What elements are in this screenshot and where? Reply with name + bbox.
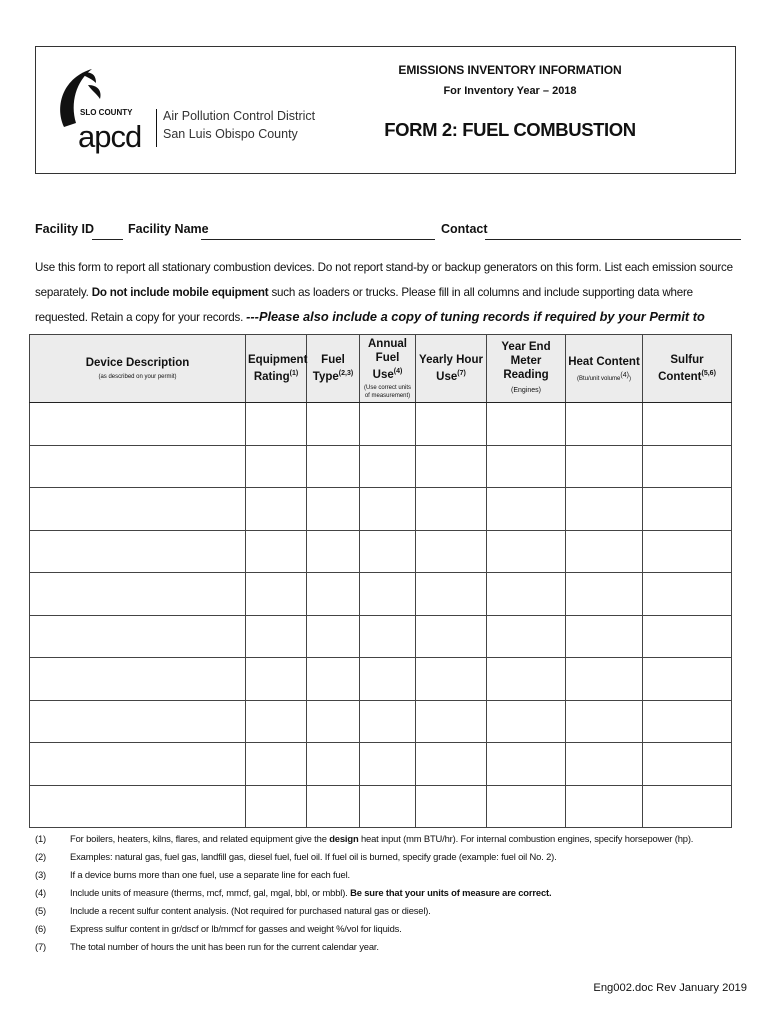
table-cell[interactable] bbox=[360, 615, 416, 658]
table-cell[interactable] bbox=[566, 785, 643, 828]
footnote-number: (4) bbox=[35, 887, 47, 898]
table-cell[interactable] bbox=[30, 743, 246, 786]
apcd-logo bbox=[52, 65, 316, 155]
table-cell[interactable] bbox=[643, 785, 732, 828]
table-cell[interactable] bbox=[643, 700, 732, 743]
instructions-text-1: Use this form to report all stationary combustion devices. Do not report stand-by or backup generators on this form. List each emission source separately. bbox=[35, 261, 733, 299]
table-cell[interactable] bbox=[307, 785, 360, 828]
footnote-text: Include units of measure (therms, mcf, mmcf, gal, mgal, bbl, or mbbl). Be sure that your units of measure are correct. bbox=[70, 887, 552, 898]
table-cell[interactable] bbox=[487, 403, 566, 446]
table-cell[interactable] bbox=[360, 700, 416, 743]
table-cell[interactable] bbox=[643, 658, 732, 701]
table-row bbox=[30, 403, 732, 446]
table-cell[interactable] bbox=[566, 615, 643, 658]
table-cell[interactable] bbox=[566, 743, 643, 786]
svg-text:SLO COUNTY: SLO COUNTY bbox=[80, 108, 133, 117]
table-cell[interactable] bbox=[487, 573, 566, 616]
table-cell[interactable] bbox=[416, 573, 487, 616]
table-cell[interactable] bbox=[643, 445, 732, 488]
facility-id-field[interactable] bbox=[92, 239, 123, 240]
table-cell[interactable] bbox=[307, 700, 360, 743]
table-cell[interactable] bbox=[360, 530, 416, 573]
table-cell[interactable] bbox=[643, 488, 732, 531]
footnotes bbox=[35, 830, 735, 956]
table-body bbox=[30, 403, 732, 828]
table-cell[interactable] bbox=[643, 530, 732, 573]
table-cell[interactable] bbox=[643, 573, 732, 616]
table-cell[interactable] bbox=[487, 445, 566, 488]
footnote-item bbox=[35, 902, 735, 920]
footnote-number: (3) bbox=[35, 869, 47, 880]
table-row bbox=[30, 445, 732, 488]
table-cell[interactable] bbox=[643, 403, 732, 446]
footnote-number: (1) bbox=[35, 833, 47, 844]
footnote-number: (5) bbox=[35, 905, 47, 916]
table-cell[interactable] bbox=[30, 785, 246, 828]
table-cell[interactable] bbox=[360, 573, 416, 616]
table-cell[interactable] bbox=[307, 658, 360, 701]
facility-id-label: Facility ID bbox=[35, 222, 95, 236]
table-cell[interactable] bbox=[487, 658, 566, 701]
table-cell[interactable] bbox=[487, 530, 566, 573]
footnote-text: For boilers, heaters, kilns, flares, and related equipment give the design heat input (mm BTU/hr). For internal combustion engines, specify horsepower (hp). bbox=[70, 833, 694, 844]
table-cell[interactable] bbox=[307, 445, 360, 488]
inventory-title: EMISSIONS INVENTORY INFORMATION bbox=[398, 63, 622, 77]
table-cell[interactable] bbox=[30, 658, 246, 701]
col-heat-content: Heat Content (Btu/unit volume$^{(4)}$) bbox=[566, 335, 643, 403]
table-cell[interactable] bbox=[487, 785, 566, 828]
col-device-description: Device Description (as described on your permit) bbox=[30, 335, 246, 403]
table-cell[interactable] bbox=[307, 403, 360, 446]
contact-label: Contact bbox=[441, 222, 488, 236]
table-row bbox=[30, 743, 732, 786]
facility-info-row bbox=[35, 222, 741, 244]
form-header bbox=[35, 46, 736, 174]
agency-line-2: San Luis Obispo County bbox=[163, 127, 298, 141]
agency-line-1: Air Pollution Control District bbox=[163, 109, 316, 123]
footnote-text: The total number of hours the unit has been run for the current calendar year. bbox=[70, 941, 379, 952]
col-equipment-rating: Equipment Rating$^{(1)}$ bbox=[246, 335, 307, 403]
footnote-text: If a device burns more than one fuel, use a separate line for each fuel. bbox=[70, 869, 351, 880]
footnote-item bbox=[35, 866, 735, 884]
col-yearly-hour-use: Yearly Hour Use$^{(7)}$ bbox=[416, 335, 487, 403]
table-row bbox=[30, 658, 732, 701]
col-year-end-meter-reading: Year End Meter Reading (Engines) bbox=[487, 335, 566, 403]
table-cell[interactable] bbox=[246, 488, 307, 531]
table-cell[interactable] bbox=[643, 615, 732, 658]
table-cell[interactable] bbox=[566, 445, 643, 488]
table-cell[interactable] bbox=[30, 530, 246, 573]
table-cell[interactable] bbox=[566, 658, 643, 701]
table-cell[interactable] bbox=[30, 700, 246, 743]
table-cell[interactable] bbox=[416, 530, 487, 573]
footnote-number: (7) bbox=[35, 941, 47, 952]
table-cell[interactable] bbox=[643, 743, 732, 786]
table-cell[interactable] bbox=[307, 743, 360, 786]
table-cell[interactable] bbox=[416, 445, 487, 488]
instructions-emphasis: ---Please also include a copy of tuning records if required by your Permit to bbox=[246, 309, 705, 324]
table-cell[interactable] bbox=[360, 743, 416, 786]
table-cell[interactable] bbox=[360, 403, 416, 446]
form-title: FORM 2: FUEL COMBUSTION bbox=[384, 119, 636, 140]
table-cell[interactable] bbox=[307, 488, 360, 531]
table-row bbox=[30, 700, 732, 743]
table-cell[interactable] bbox=[416, 743, 487, 786]
table-row bbox=[30, 488, 732, 531]
table-row bbox=[30, 530, 732, 573]
table-row bbox=[30, 573, 732, 616]
footnote-item bbox=[35, 848, 735, 866]
table-cell[interactable] bbox=[246, 445, 307, 488]
form-heading bbox=[376, 63, 644, 141]
footnote-text: Include a recent sulfur content analysis. (Not required for purchased natural gas or diesel). bbox=[70, 905, 431, 916]
footnote-item bbox=[35, 920, 735, 938]
footnote-number: (2) bbox=[35, 851, 47, 862]
table-cell[interactable] bbox=[487, 488, 566, 531]
table-cell[interactable] bbox=[246, 700, 307, 743]
table-cell[interactable] bbox=[416, 700, 487, 743]
col-fuel-type: Fuel Type$^{(2,3)}$ bbox=[307, 335, 360, 403]
table-cell[interactable] bbox=[566, 700, 643, 743]
table-cell[interactable] bbox=[246, 785, 307, 828]
table-cell[interactable] bbox=[416, 488, 487, 531]
table-cell[interactable] bbox=[416, 403, 487, 446]
table-cell[interactable] bbox=[246, 573, 307, 616]
table-cell[interactable] bbox=[416, 658, 487, 701]
table-cell[interactable] bbox=[246, 658, 307, 701]
table-cell[interactable] bbox=[30, 445, 246, 488]
table-cell[interactable] bbox=[416, 615, 487, 658]
instructions-bold: Do not include mobile equipment bbox=[91, 285, 269, 299]
table-cell[interactable] bbox=[307, 530, 360, 573]
inventory-year: For Inventory Year – 2018 bbox=[443, 85, 577, 97]
footnote-text: Express sulfur content in gr/dscf or lb/mmcf for gasses and weight %/vol for liquids. bbox=[70, 923, 402, 934]
table-cell[interactable] bbox=[246, 530, 307, 573]
table-cell[interactable] bbox=[246, 403, 307, 446]
table-cell[interactable] bbox=[566, 530, 643, 573]
table-cell[interactable] bbox=[30, 573, 246, 616]
table-cell[interactable] bbox=[566, 488, 643, 531]
facility-name-label: Facility Name bbox=[128, 222, 209, 236]
table-cell[interactable] bbox=[307, 573, 360, 616]
footnote-item bbox=[35, 938, 735, 956]
document-revision: Eng002.doc Rev January 2019 bbox=[593, 982, 747, 994]
table-header-row bbox=[30, 335, 732, 403]
footnote-item bbox=[35, 884, 735, 902]
table-cell[interactable] bbox=[487, 615, 566, 658]
table-cell[interactable] bbox=[30, 615, 246, 658]
table-cell[interactable] bbox=[246, 743, 307, 786]
table-cell[interactable] bbox=[360, 658, 416, 701]
table-row bbox=[30, 615, 732, 658]
table-cell[interactable] bbox=[487, 700, 566, 743]
svg-text:apcd: apcd bbox=[78, 119, 142, 154]
agency-name bbox=[163, 107, 315, 143]
table-cell[interactable] bbox=[566, 573, 643, 616]
table-cell[interactable] bbox=[30, 403, 246, 446]
fuel-combustion-table bbox=[29, 334, 732, 828]
table-cell[interactable] bbox=[360, 785, 416, 828]
table-cell[interactable] bbox=[416, 785, 487, 828]
table-cell[interactable] bbox=[360, 488, 416, 531]
col-sulfur-content: Sulfur Content$^{(5,6)}$ bbox=[643, 335, 732, 403]
footnote-text: Examples: natural gas, fuel gas, landfill gas, diesel fuel, fuel oil. If fuel oil is burned, specify grade (example: fuel oil No. 2). bbox=[70, 851, 557, 862]
table-cell[interactable] bbox=[487, 743, 566, 786]
table-row bbox=[30, 785, 732, 828]
footnote-number: (6) bbox=[35, 923, 47, 934]
facility-name-field[interactable] bbox=[201, 239, 435, 240]
table-cell[interactable] bbox=[246, 615, 307, 658]
table-cell[interactable] bbox=[566, 403, 643, 446]
table-cell[interactable] bbox=[360, 445, 416, 488]
footnote-item bbox=[35, 830, 735, 848]
instructions-text-2: such as loaders or trucks. Please fill in all columns and include supporting data where requested. Retain a copy for your records. bbox=[35, 285, 693, 324]
contact-field[interactable] bbox=[485, 239, 741, 240]
col-annual-fuel-use: Annual Fuel Use$^{(4)}$ (Use correct units of measurement) bbox=[360, 335, 416, 403]
table-cell[interactable] bbox=[30, 488, 246, 531]
table-cell[interactable] bbox=[307, 615, 360, 658]
